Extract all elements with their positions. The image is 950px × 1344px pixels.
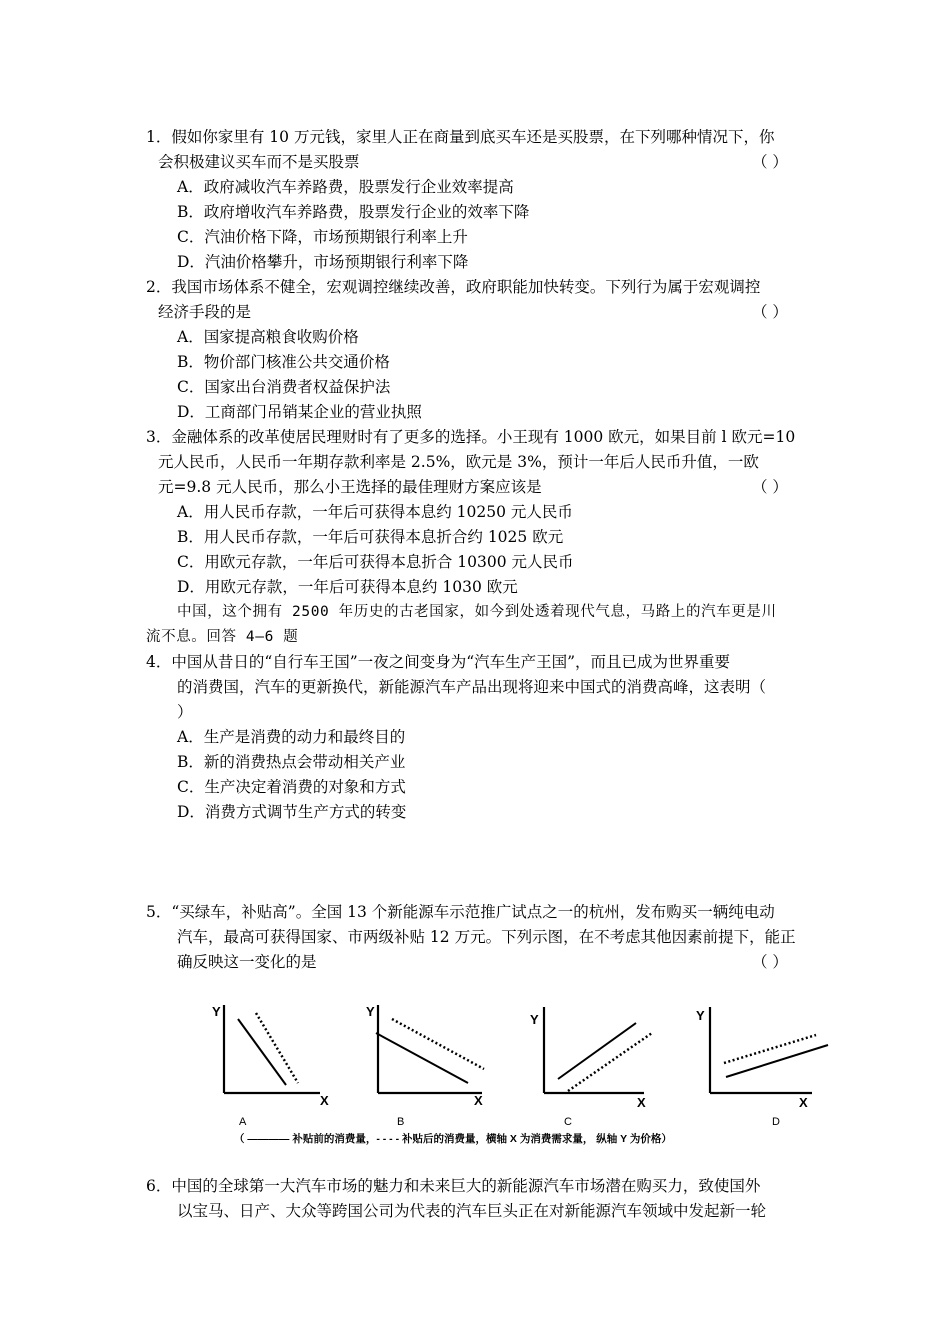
panel-b-solid-line	[376, 1033, 468, 1083]
q1-option-c: C．汽油价格下降，市场预期银行利率上升	[177, 228, 468, 246]
q2-option-d: D．工商部门吊销某企业的营业执照	[177, 403, 422, 421]
q3-stem-line1: 3．金融体系的改革使居民理财时有了更多的选择。小王现有 1000 欧元，如果目前 l 欧元=10	[146, 428, 796, 446]
panel-b-y-label: Y	[366, 1004, 375, 1019]
panel-d-dotted-line	[724, 1035, 816, 1063]
q2-stem-line2: 经济手段的是	[158, 303, 252, 321]
q5-answer-paren: （ ）	[752, 953, 788, 971]
passage-line1: 中国，这个拥有 2500 年历史的古老国家，如今到处透着现代气息，马路上的汽车更是川	[177, 604, 777, 620]
panel-b-letter: B	[397, 1116, 405, 1128]
q3-answer-paren: （ ）	[752, 478, 788, 496]
q5-stem-line1: 5．“买绿车，补贴高”。全国 13 个新能源车示范推广试点之一的杭州，发布购买一辆纯电动	[146, 903, 775, 921]
panel-a-x-label: X	[320, 1093, 329, 1108]
panel-a	[212, 1004, 329, 1128]
q5-figure-svg	[212, 997, 844, 1147]
panel-d	[696, 1007, 828, 1128]
q4-stem-line2: 的消费国，汽车的更新换代，新能源汽车产品出现将迎来中国式的消费高峰，这表明（	[177, 678, 767, 696]
q2-stem-line1: 2．我国市场体系不健全，宏观调控继续改善，政府职能加快转变。下列行为属于宏观调控	[146, 278, 761, 296]
panel-c-letter: C	[564, 1116, 572, 1128]
q6-stem-line2: 以宝马、日产、大众等跨国公司为代表的汽车巨头正在对新能源汽车领域中发起新一轮	[177, 1202, 767, 1220]
q2-answer-paren: （ ）	[752, 303, 788, 321]
q2-option-a: A．国家提高粮食收购价格	[177, 328, 359, 346]
q6-stem-line1: 6．中国的全球第一大汽车市场的魅力和未来巨大的新能源汽车市场潜在购买力，致使国外	[146, 1177, 761, 1195]
q4-option-b: B．新的消费热点会带动相关产业	[177, 753, 406, 771]
panel-c	[530, 1007, 652, 1128]
q1-option-b: B．政府增收汽车养路费，股票发行企业的效率下降	[177, 203, 530, 221]
panel-d-solid-line	[726, 1045, 828, 1077]
q3-option-d: D．用欧元存款，一年后可获得本息约 1030 欧元	[177, 578, 518, 596]
q4-option-a: A．生产是消费的动力和最终目的	[177, 728, 406, 746]
q3-option-b: B．用人民币存款，一年后可获得本息折合约 1025 欧元	[177, 528, 564, 546]
panel-d-x-label: X	[799, 1095, 808, 1110]
panel-a-letter: A	[239, 1116, 247, 1128]
q3-option-a: A．用人民币存款，一年后可获得本息约 10250 元人民币	[177, 503, 573, 521]
q4-option-d: D．消费方式调节生产方式的转变	[177, 803, 407, 821]
q3-stem-line3: 元=9.8 元人民币，那么小王选择的最佳理财方案应该是	[158, 478, 542, 496]
q3-stem-line2: 元人民币，人民币一年期存款利率是 2.5%，欧元是 3%，预计一年后人民币升值，一欧	[158, 453, 759, 471]
q1-stem-line1: 1．假如你家里有 10 万元钱，家里人正在商量到底买车还是买股票，在下列哪种情况下，你	[146, 128, 775, 146]
panel-d-letter: D	[772, 1116, 780, 1128]
panel-b-dotted-line	[392, 1019, 484, 1069]
q1-stem-line2: 会积极建议买车而不是买股票	[158, 153, 360, 171]
q1-option-a: A．政府减收汽车养路费，股票发行企业效率提高	[177, 178, 514, 196]
figure-caption: （ ———— 补贴前的消费量，- - - - 补贴后的消费量，横轴 X 为消费需求量， 纵轴 Y 为价格）	[234, 1133, 672, 1145]
q5-stem-line2: 汽车，最高可获得国家、市两级补贴 12 万元。下列示图，在不考虑其他因素前提下，能正	[177, 928, 796, 946]
q3-option-c: C．用欧元存款，一年后可获得本息折合 10300 元人民币	[177, 553, 574, 571]
passage-line2: 流不息。回答 4—6 题	[146, 629, 299, 645]
q5-figure	[212, 997, 844, 1147]
q2-option-c: C．国家出台消费者权益保护法	[177, 378, 391, 396]
q1-option-d: D．汽油价格攀升，市场预期银行利率下降	[177, 253, 469, 271]
q4-option-c: C．生产决定着消费的对象和方式	[177, 778, 406, 796]
q5-stem-line3: 确反映这一变化的是	[177, 953, 317, 971]
q2-option-b: B．物价部门核准公共交通价格	[177, 353, 390, 371]
panel-d-y-label: Y	[696, 1008, 705, 1023]
q4-stem-line1: 4．中国从昔日的“自行车王国”一夜之间变身为“汽车生产王国”，而且已成为世界重要	[146, 653, 731, 671]
q4-stem-line3: ）	[177, 703, 193, 721]
panel-a-y-label: Y	[212, 1004, 221, 1019]
panel-c-x-label: X	[637, 1095, 646, 1110]
panel-b-x-label: X	[474, 1093, 483, 1108]
panel-b	[366, 1004, 484, 1128]
q1-answer-paren: （ ）	[752, 153, 788, 171]
panel-c-y-label: Y	[530, 1012, 539, 1027]
